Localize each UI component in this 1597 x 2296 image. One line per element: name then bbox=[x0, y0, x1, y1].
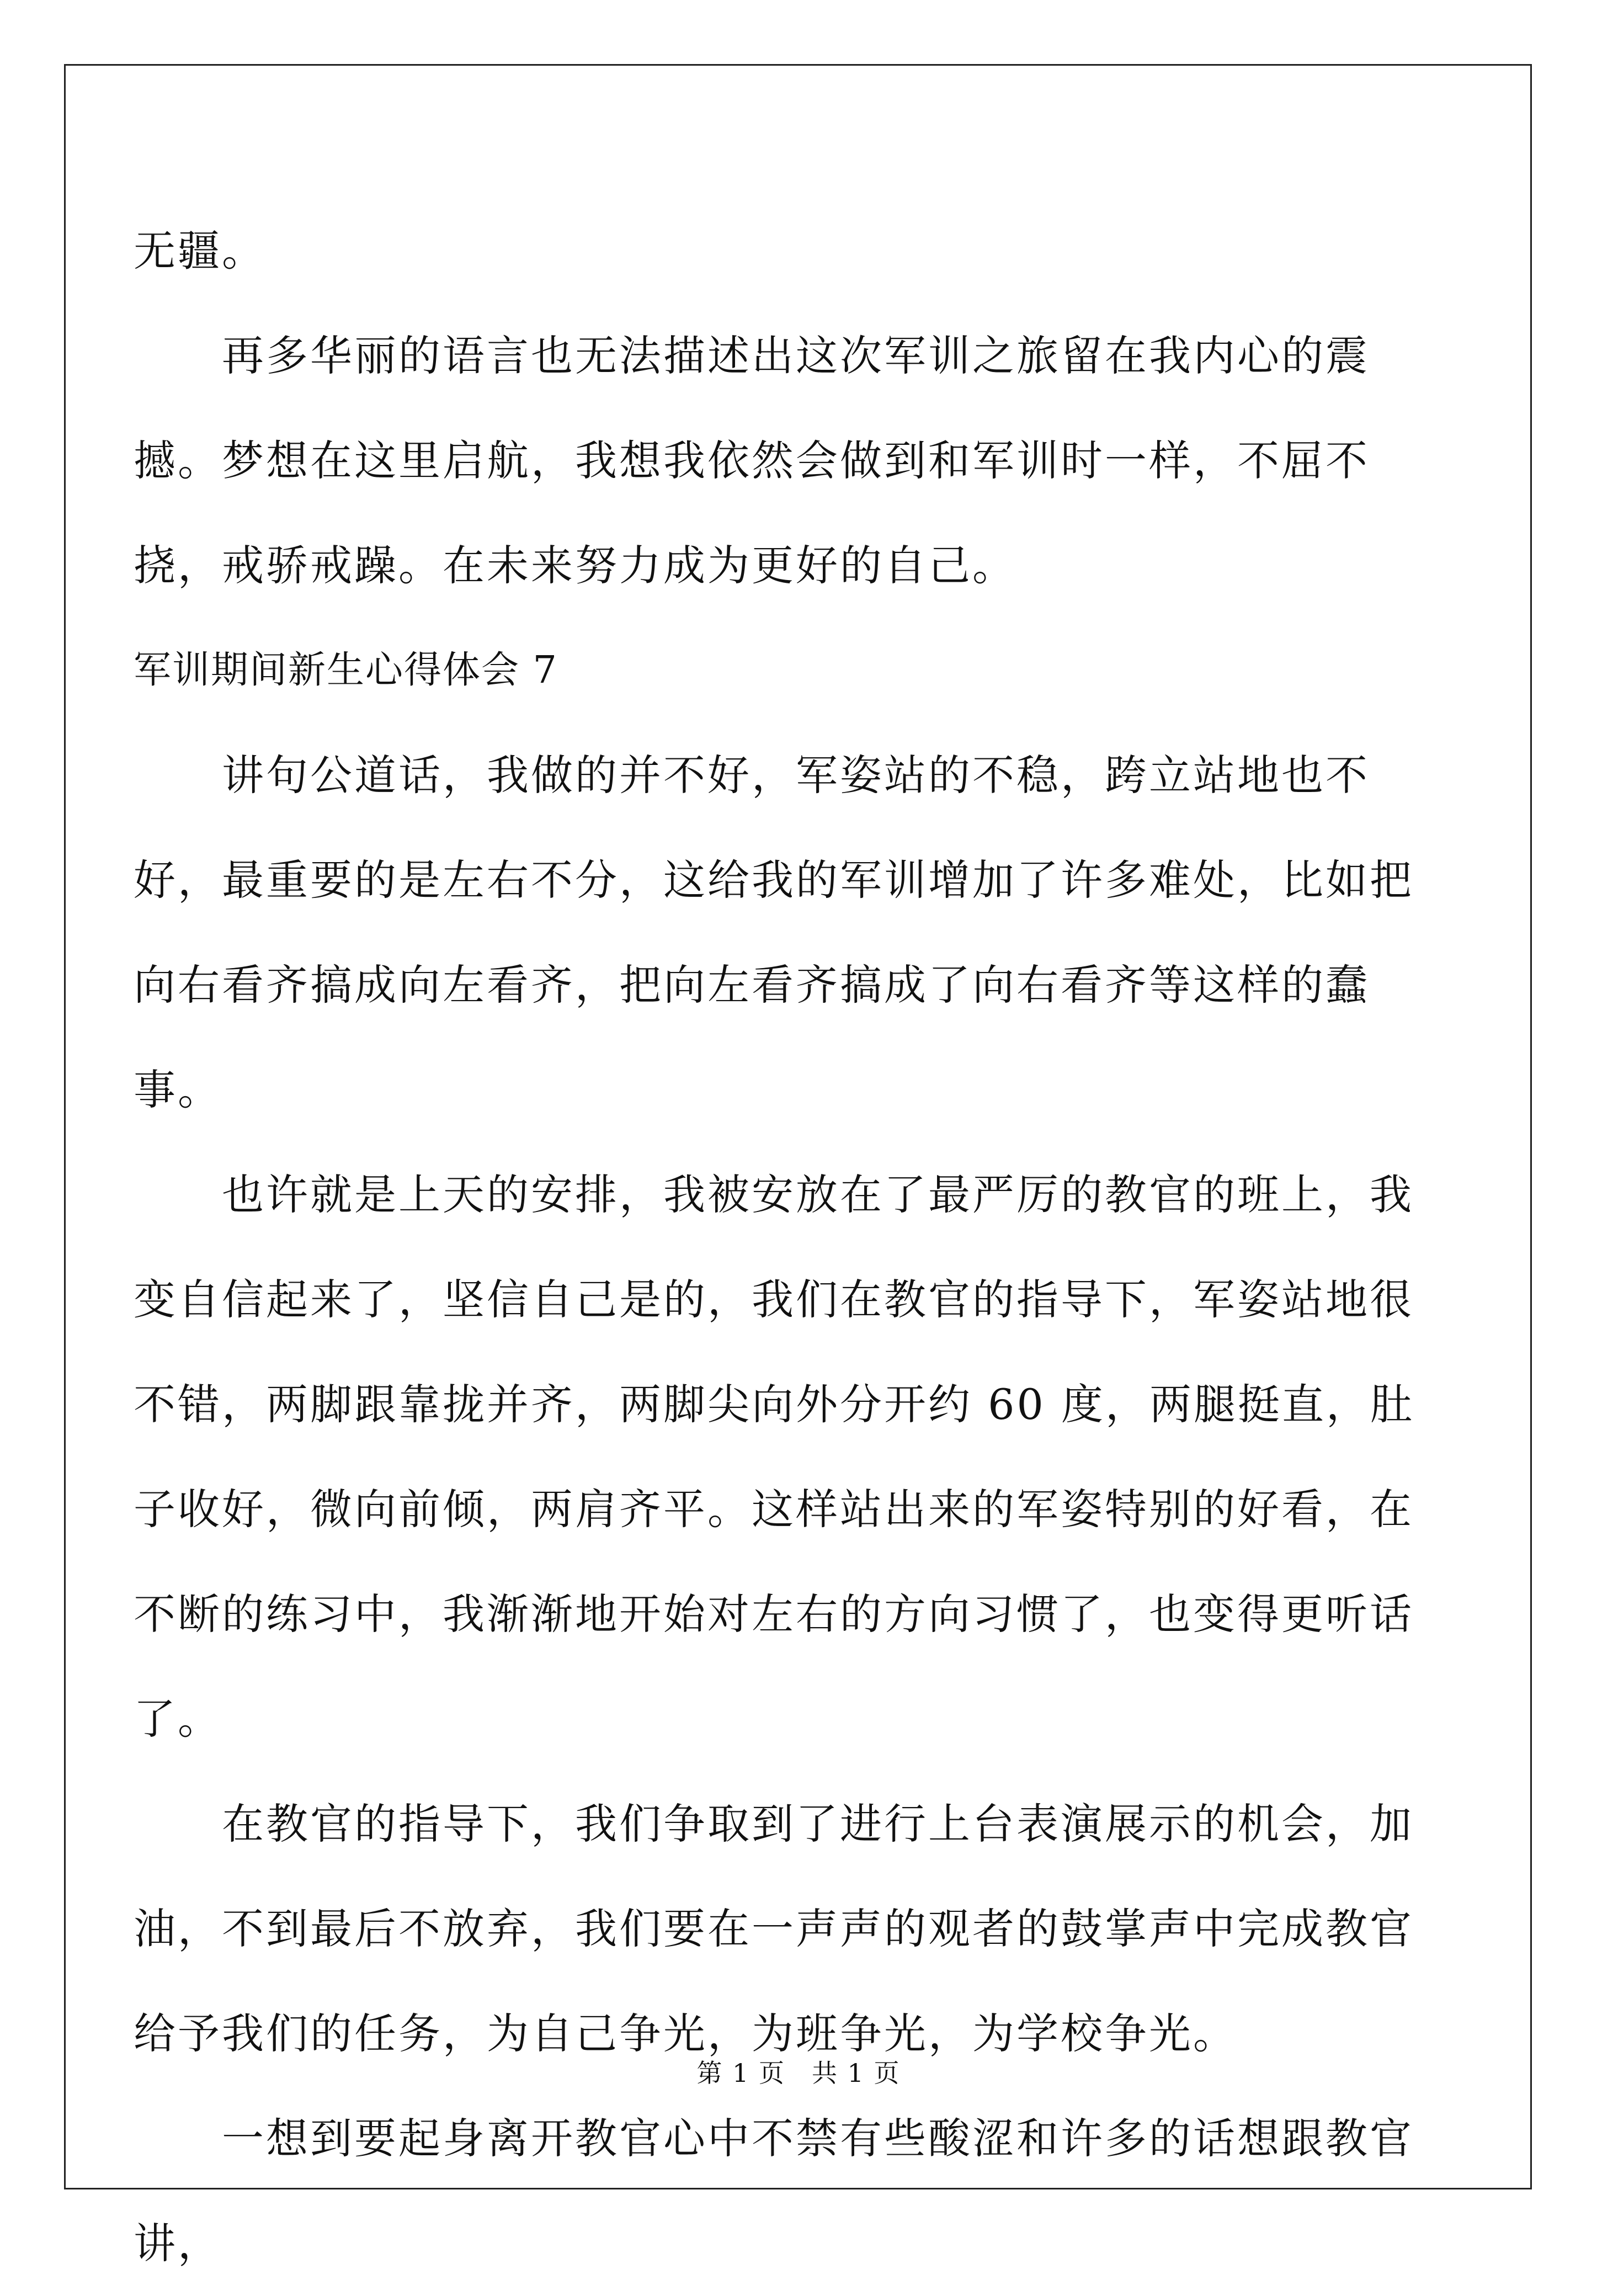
paragraph: 无疆。 bbox=[134, 226, 266, 275]
paragraph: 也许就是上天的安排，我被安放在了最严厉的教官的班上，我变自信起来了，坚信自己是的，我们在教官的指导下，军姿站地很不错，两脚跟靠拢并齐，两脚尖向外分开约 60 度，两腿挺直，肚子收好，微向前倾，两肩齐平。这样站出来的军姿特别的好看，在不断的练习中，我渐渐地开始对左右的方向习惯了，也变得更听话了。 bbox=[134, 1170, 1415, 1744]
document-body bbox=[134, 199, 1441, 2296]
paragraph: 讲句公道话，我做的并不好，军姿站的不稳，跨立站地也不好，最重要的是左右不分，这给我的军训增加了许多难处，比如把向右看齐搞成向左看齐，把向左看齐搞成了向右看齐等这样的蠢事。 bbox=[134, 751, 1414, 1114]
section-heading: 军训期间新生心得体会 7 bbox=[134, 649, 558, 692]
page-footer: 第 1 页 共 1 页 bbox=[696, 2058, 901, 2088]
paragraph: 再多华丽的语言也无法描述出这次军训之旅留在我内心的震撼。梦想在这里启航，我想我依然会做到和军训时一样，不屈不挠，戒骄戒躁。在未来努力成为更好的自己。 bbox=[134, 331, 1370, 590]
paragraph: 在教官的指导下，我们争取到了进行上台表演展示的机会，加油，不到最后不放弃，我们要在一声声的观者的鼓掌声中完成教官给予我们的任务，为自己争光，为班争光，为学校争光。 bbox=[134, 1799, 1414, 2058]
paragraph: 一想到要起身离开教官心中不禁有些酸涩和许多的话想跟教官讲， bbox=[134, 2114, 1414, 2268]
